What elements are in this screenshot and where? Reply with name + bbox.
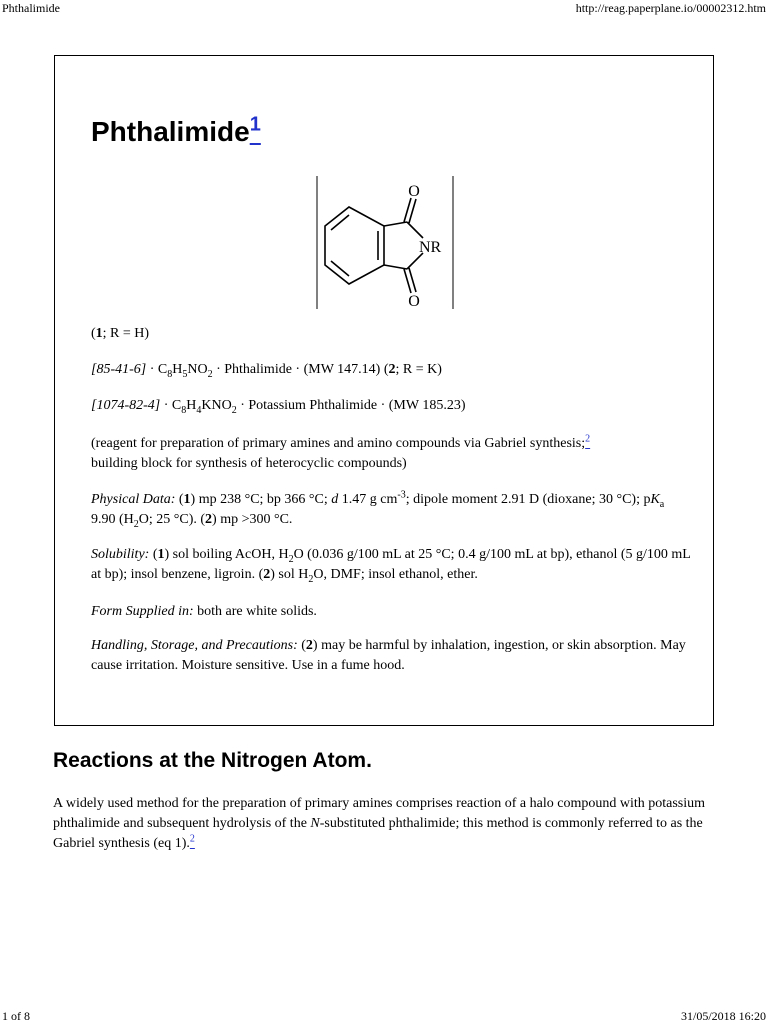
phthalimide-structure-diagram <box>315 176 455 311</box>
handling-label: Handling, Storage, and Precautions: <box>91 638 298 653</box>
reference-link-2[interactable]: 2 <box>585 433 591 445</box>
form-supplied-label: Form Supplied in: <box>91 604 194 619</box>
solubility: Solubility: (1) sol boiling AcOH, $H_2O$ (0.036 g/100 mL at 25 °C; 0.4 g/100 mL at bp), ethanol (5 g/100 mL at bp); insol benzene, ligroin. (2) sol $H_2O$, DMF; insol ethanol, ether. <box>91 547 691 585</box>
print-header-title: Phthalimide <box>2 1 60 15</box>
nitrogen-group-label: NR <box>419 239 442 256</box>
solubility-label: Solubility: <box>91 547 150 562</box>
compound-number: 1 <box>95 326 103 341</box>
print-header <box>0 0 768 16</box>
print-datetime: 31/05/2018 16:20 <box>680 1009 766 1023</box>
compound-2-line: $[1074-82-4] \cdot C_8H_4KNO_2$ · Potassium Phthalimide · (MW 185.23) <box>91 398 466 416</box>
compound-1-line: $[85-41-6] \cdot C_8H_5NO_2$ · Phthalimide · (MW 147.14) (2; R = K) <box>91 362 442 380</box>
structure-svg <box>315 176 455 311</box>
oxygen-top-label: O <box>408 183 420 200</box>
physical-data-label: Physical Data: <box>91 492 176 507</box>
title-reference-number: 1 <box>249 113 261 136</box>
title-text: Phthalimide <box>91 116 250 147</box>
reagent-uses: (reagent for preparation of primary amines and amino compounds via Gabriel synthesis;$^2$ building block for synthesis of heterocyclic compounds) <box>91 433 591 471</box>
physical-data: Physical Data: (1) mp 238 °C; bp 366 °C; d 1.47 g $cm^{-3}$; dipole moment 2.91 D (dioxane; 30 °C); $pK_a$ 9.90 ($H_2O$; 25 °C). (2) mp >300 °C. <box>91 489 665 530</box>
print-header-url: http://reag.paperplane.io/00002312.htm <box>575 1 766 15</box>
handling-precautions: Handling, Storage, and Precautions: (2) may be harmful by inhalation, ingestion, or skin absorption. May cause irritation. Moisture sensitive. Use in a fume hood. <box>91 638 686 673</box>
title-reference-link[interactable] <box>249 113 261 147</box>
section-heading: Reactions at the Nitrogen Atom. <box>53 749 372 772</box>
reagent-info-box <box>54 55 714 726</box>
compound-1-label: (1; R = H) <box>91 326 150 341</box>
cas-number: [1074-82-4] <box>91 398 161 413</box>
cas-number: [85-41-6] <box>91 362 147 377</box>
section-paragraph: A widely used method for the preparation of primary amines comprises reaction of a halo compound with potassium phthalimide and subsequent hydrolysis of the N-substituted phthalimide; this method is commonly referred to as the Gabriel synthesis (eq 1).$^2$ <box>53 796 706 851</box>
form-supplied: Form Supplied in: both are white solids. <box>91 604 317 619</box>
page-title <box>91 113 261 148</box>
print-footer <box>0 1008 768 1024</box>
reference-link-2-body[interactable]: 2 <box>189 833 195 845</box>
page-count: 1 of 8 <box>2 1009 30 1023</box>
oxygen-bottom-label: O <box>408 293 420 310</box>
